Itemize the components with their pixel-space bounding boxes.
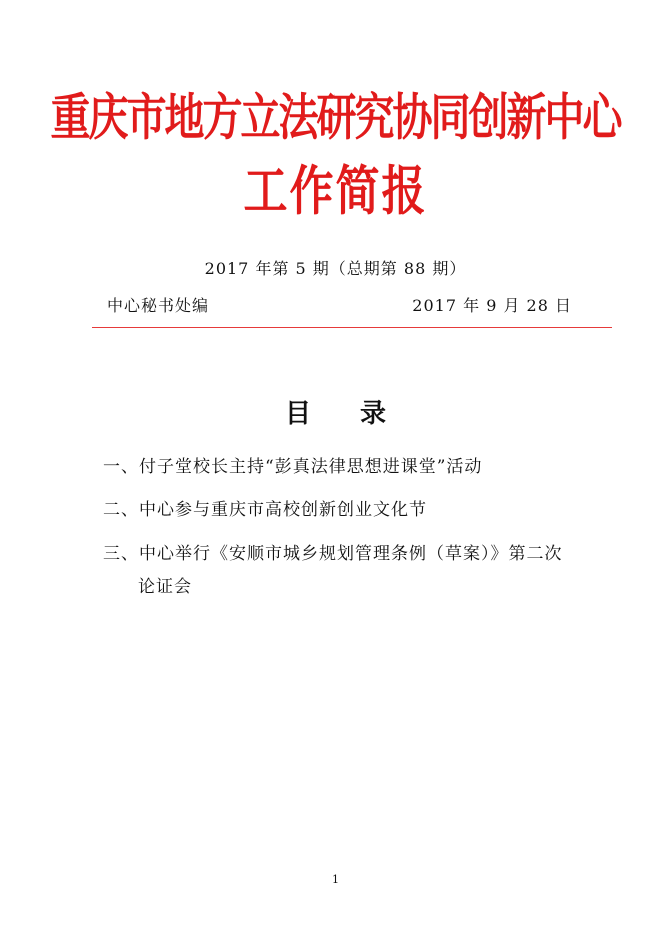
toc-item: 一、付子堂校长主持“彭真法律思想进课堂”活动 [103, 457, 483, 477]
toc-item-continuation: 论证会 [138, 577, 192, 597]
issue-number: 2017 年第 5 期（总期第 88 期） [204, 259, 467, 278]
header-divider [92, 327, 612, 328]
bulletin-org-title: 重庆市地方立法研究协同创新中心 [50, 89, 621, 147]
publisher-label: 中心秘书处编 [107, 296, 210, 315]
toc-item: 二、中心参与重庆市高校创新创业文化节 [103, 500, 427, 520]
page-number: 1 [332, 873, 339, 886]
toc-item: 三、中心举行《安顺市城乡规划管理条例（草案）》第二次 [103, 544, 563, 564]
publish-date: 2017 年 9 月 28 日 [412, 296, 572, 315]
toc-title: 目 录 [284, 399, 387, 429]
bulletin-title: 工作简报 [243, 161, 428, 223]
